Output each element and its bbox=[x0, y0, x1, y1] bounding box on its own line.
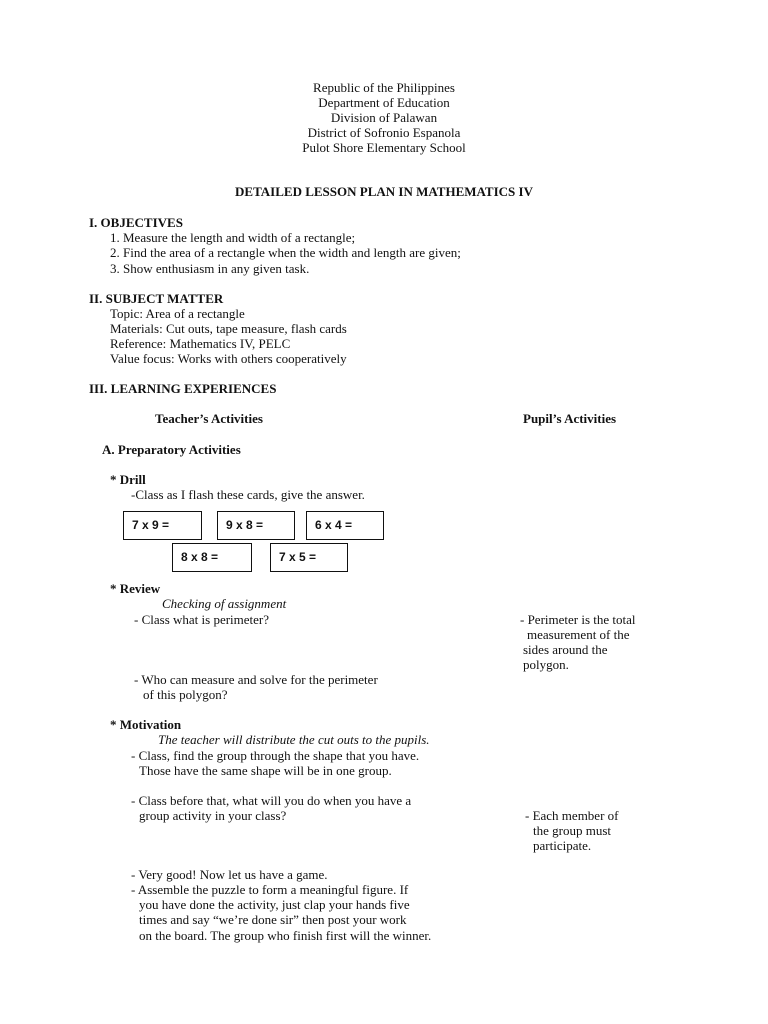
teacher-line: on the board. The group who finish first will the winner. bbox=[139, 928, 432, 943]
motivation-note: The teacher will distribute the cut outs to the pupils. bbox=[158, 732, 430, 747]
flash-card: 7 x 5 = bbox=[270, 543, 348, 572]
pupil-activities-column: Pupil’s Activities bbox=[523, 411, 617, 426]
teacher-line: you have done the activity, just clap your hands five bbox=[139, 897, 410, 912]
section-heading: A. Preparatory Activities bbox=[102, 442, 241, 457]
drill-heading: * Drill bbox=[110, 472, 146, 487]
subject-matter-line: Value focus: Works with others cooperatively bbox=[110, 351, 347, 366]
motivation-heading: * Motivation bbox=[110, 717, 182, 732]
teacher-line: - Class, find the group through the shape that you have. bbox=[131, 748, 420, 763]
header-line: Department of Education bbox=[318, 95, 450, 110]
teacher-activities-column: Teacher’s Activities bbox=[155, 411, 263, 426]
objective-item: 2. Find the area of a rectangle when the width and length are given; bbox=[110, 245, 461, 260]
objective-item: 3. Show enthusiasm in any given task. bbox=[110, 261, 310, 276]
drill-instruction: -Class as I flash these cards, give the answer. bbox=[131, 487, 365, 502]
flash-card: 7 x 9 = bbox=[123, 511, 202, 540]
flash-card: 9 x 8 = bbox=[217, 511, 295, 540]
pupil-answer: - Perimeter is the total bbox=[520, 612, 636, 627]
pupil-answer: - Each member of bbox=[525, 808, 619, 823]
pupil-answer: polygon. bbox=[523, 657, 569, 672]
pupil-answer: measurement of the bbox=[527, 627, 630, 642]
flash-card: 6 x 4 = bbox=[306, 511, 384, 540]
subject-matter-line: Reference: Mathematics IV, PELC bbox=[110, 336, 291, 351]
document-title: DETAILED LESSON PLAN IN MATHEMATICS IV bbox=[235, 184, 533, 199]
objectives-heading: I. OBJECTIVES bbox=[89, 215, 183, 230]
header-line: District of Sofronio Espanola bbox=[307, 125, 461, 140]
subject-matter-line: Materials: Cut outs, tape measure, flash cards bbox=[110, 321, 347, 336]
review-heading: * Review bbox=[110, 581, 161, 596]
review-question: of this polygon? bbox=[143, 687, 228, 702]
flash-card: 8 x 8 = bbox=[172, 543, 252, 572]
subject-matter-heading: II. SUBJECT MATTER bbox=[89, 291, 224, 306]
review-question: - Who can measure and solve for the perimeter bbox=[134, 672, 378, 687]
learning-heading: III. LEARNING EXPERIENCES bbox=[89, 381, 277, 396]
teacher-line: - Very good! Now let us have a game. bbox=[131, 867, 328, 882]
teacher-line: - Assemble the puzzle to form a meaningful figure. If bbox=[131, 882, 409, 897]
subject-matter-line: Topic: Area of a rectangle bbox=[110, 306, 245, 321]
objective-item: 1. Measure the length and width of a rectangle; bbox=[110, 230, 356, 245]
header-line: Pulot Shore Elementary School bbox=[302, 140, 466, 155]
header-line: Republic of the Philippines bbox=[313, 80, 455, 95]
teacher-line: - Class before that, what will you do when you have a bbox=[131, 793, 412, 808]
header-line: Division of Palawan bbox=[330, 110, 438, 125]
teacher-line: group activity in your class? bbox=[139, 808, 287, 823]
review-note: Checking of assignment bbox=[162, 596, 287, 611]
pupil-answer: participate. bbox=[533, 838, 592, 853]
pupil-answer: sides around the bbox=[523, 642, 608, 657]
teacher-line: Those have the same shape will be in one group. bbox=[139, 763, 392, 778]
review-question: - Class what is perimeter? bbox=[134, 612, 270, 627]
pupil-answer: the group must bbox=[533, 823, 611, 838]
teacher-line: times and say “we’re done sir” then post your work bbox=[139, 912, 407, 927]
